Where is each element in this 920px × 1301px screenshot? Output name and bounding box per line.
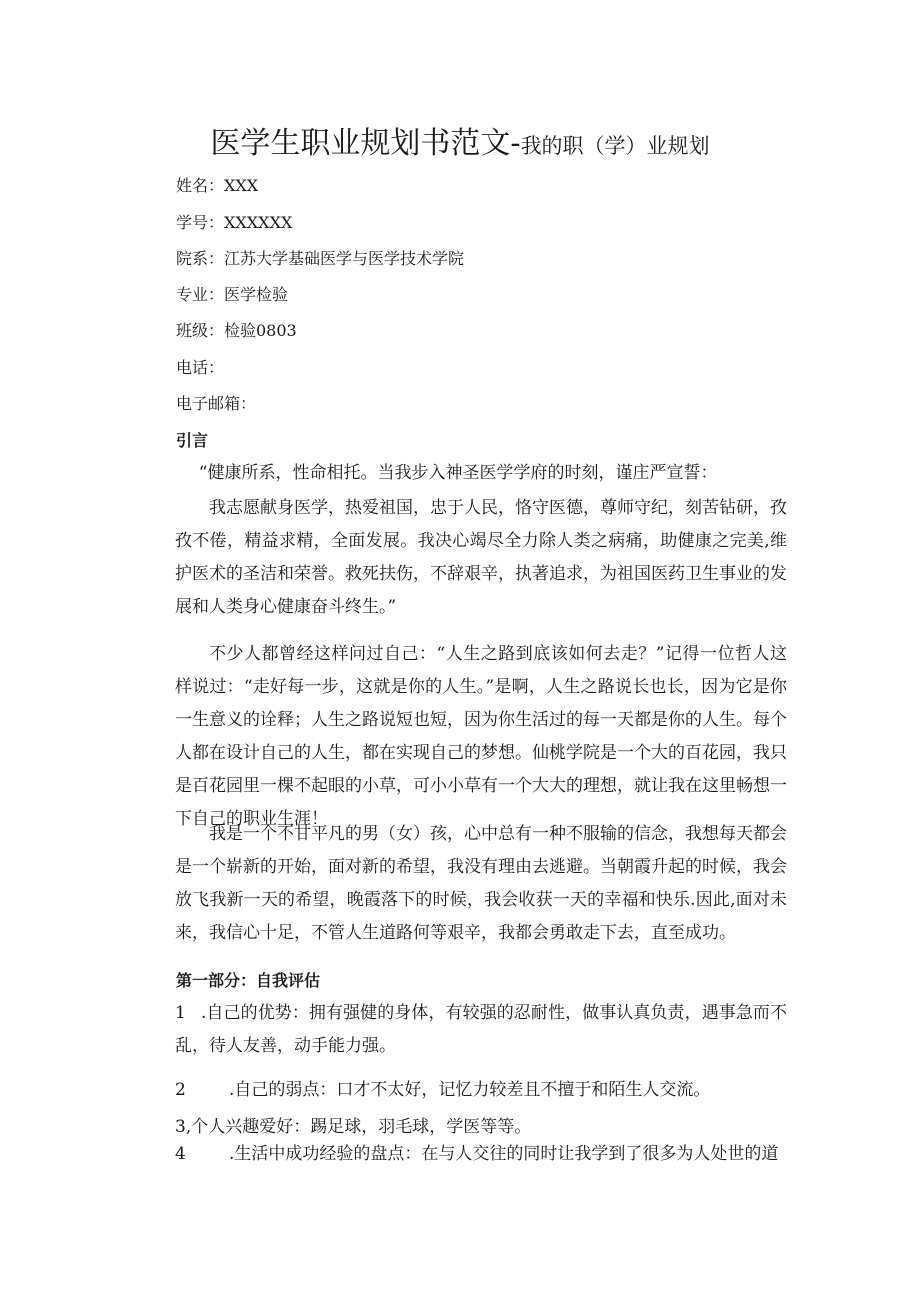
info-major: 专业：医学检验 bbox=[176, 285, 289, 304]
intro-paragraph-1: 不少人都曾经这样问过自己：“人生之路到底该如何去走？”记得一位哲人这样说过：“走好每一步，这就是你的人生。”是啊，人生之路说长也长，因为它是你一生意义的诠释；人生之路说短也短，因为你生活过的每一天都是你的人生。每个人都在设计自己的人生，都在实现自己的梦想。仙桃学院是一个大的百花园，我只是百花园里一棵不起眼的小草，可小小草有一个大大的理想，就让我在这里畅想一下自己的职业生涯！ bbox=[175, 644, 787, 829]
item-number: 3, bbox=[175, 1117, 192, 1137]
item-text: .自己的优势：拥有强健的身体，有较强的忍耐性，做事认真负责，遇事急而不乱，待人友善，动手能力强。 bbox=[175, 1003, 787, 1056]
document-title bbox=[0, 118, 920, 162]
part1-heading: 第一部分：自我评估 bbox=[176, 971, 321, 990]
info-phone: 电话： bbox=[176, 358, 225, 377]
part1-item-1 bbox=[175, 997, 787, 1063]
intro-paragraph-2: 我是一个不甘平凡的男（女）孩，心中总有一种不服输的信念，我想每天都会是一个崭新的开始，面对新的希望，我没有理由去逃避。当朝霞升起的时候，我会放飞我新一天的希望，晚霞落下的时候，我会收获一天的幸福和快乐.因此,面对未来，我信心十足，不管人生道路何等艰辛，我都会勇敢走下去，直至成功。 bbox=[175, 824, 787, 943]
item-number: 4 bbox=[175, 1144, 186, 1164]
oath-open-paragraph: “健康所系，性命相托。当我步入神圣医学学府的时刻，谨庄严宣誓： bbox=[198, 463, 718, 483]
info-class: 班级：检验0803 bbox=[176, 321, 297, 340]
title-dash: - bbox=[510, 126, 521, 161]
item-text: .自己的弱点：口才不太好，记忆力较差且不擅于和陌生人交流。 bbox=[229, 1080, 711, 1100]
item-number: 1 bbox=[175, 1003, 186, 1023]
item-text: .生活中成功经验的盘点：在与人交往的同时让我学到了很多为人处世的道 bbox=[229, 1144, 779, 1164]
info-name: 姓名：XXX bbox=[176, 176, 259, 195]
item-number: 2 bbox=[175, 1080, 186, 1100]
info-email: 电子邮箱： bbox=[176, 394, 257, 413]
part1-item-2 bbox=[175, 1074, 787, 1107]
oath-body-paragraph: 我志愿献身医学，热爱祖国，忠于人民，恪守医德，尊师守纪，刻苦钻研，孜孜不倦，精益求精，全面发展。我决心竭尽全力除人类之病痛，助健康之完美,维护医术的圣洁和荣誉。救死扶伤，不辞艰辛，执著追求，为祖国医药卫生事业的发展和人类身心健康奋斗终生。” bbox=[175, 498, 787, 617]
title-main: 医学生职业规划书范文 bbox=[210, 126, 511, 161]
info-department: 院系：江苏大学基础医学与医学技术学院 bbox=[176, 249, 465, 268]
info-student-id: 学号：XXXXXX bbox=[176, 213, 293, 232]
title-sub: 我的职（学）业规划 bbox=[520, 134, 710, 158]
intro-heading: 引言 bbox=[176, 431, 209, 450]
part1-item-4 bbox=[175, 1138, 787, 1171]
item-text: 个人兴趣爱好：踢足球，羽毛球，学医等等。 bbox=[191, 1117, 532, 1137]
